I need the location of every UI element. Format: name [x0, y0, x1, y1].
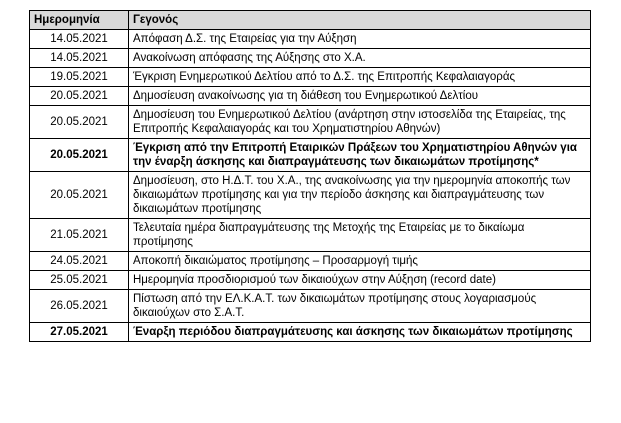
row-event: Αποκοπή δικαιώματος προτίμησης – Προσαρμογή τιμής	[129, 252, 591, 271]
row-event: Δημοσίευση ανακοίνωσης για τη διάθεση του Ενημερωτικού Δελτίου	[129, 87, 591, 106]
row-date: 19.05.2021	[30, 68, 129, 87]
row-date: 20.05.2021	[30, 172, 129, 219]
row-date: 20.05.2021	[30, 106, 129, 139]
table-row	[30, 30, 591, 49]
row-date: 14.05.2021	[30, 49, 129, 68]
row-event: Τελευταία ημέρα διαπραγμάτευσης της Μετοχής της Εταιρείας με το δικαίωμα προτίμησης	[129, 219, 591, 252]
header-event: Γεγονός	[129, 11, 591, 30]
row-date: 14.05.2021	[30, 30, 129, 49]
row-event: Έγκριση από την Επιτροπή Εταιρικών Πράξεων του Χρηματιστηρίου Αθηνών για την έναρξη άσκησης και διαπραγμάτευσης των δικαιωμάτων προτίμησης*	[129, 139, 591, 172]
table-row	[30, 139, 591, 172]
row-date: 25.05.2021	[30, 271, 129, 290]
timeline-table	[29, 10, 591, 342]
row-date: 26.05.2021	[30, 290, 129, 323]
row-date: 20.05.2021	[30, 139, 129, 172]
row-event: Έγκριση Ενημερωτικού Δελτίου από το Δ.Σ. της Επιτροπής Κεφαλαιαγοράς	[129, 68, 591, 87]
row-date: 27.05.2021	[30, 323, 129, 342]
table-row	[30, 219, 591, 252]
table-row	[30, 290, 591, 323]
table-header	[30, 11, 591, 30]
row-event: Δημοσίευση του Ενημερωτικού Δελτίου (ανάρτηση στην ιστοσελίδα της Εταιρείας, της Επιτροπής Κεφαλαιαγοράς και του Χρηματιστηρίου Αθηνών)	[129, 106, 591, 139]
row-event: Δημοσίευση, στο Η.Δ.Τ. του Χ.Α., της ανακοίνωσης για την ημερομηνία αποκοπής των δικαιωμάτων προτίμησης και για την περίοδο άσκησης και διαπραγμάτευσης των δικαιωμάτων προτίμησης	[129, 172, 591, 219]
row-event: Απόφαση Δ.Σ. της Εταιρείας για την Αύξηση	[129, 30, 591, 49]
table-body	[30, 30, 591, 342]
row-date: 20.05.2021	[30, 87, 129, 106]
timeline-table-container	[29, 10, 591, 342]
header-date: Ημερομηνία	[30, 11, 129, 30]
row-event: Ανακοίνωση απόφασης της Αύξησης στο Χ.Α.	[129, 49, 591, 68]
row-event: Έναρξη περιόδου διαπραγμάτευσης και άσκησης των δικαιωμάτων προτίμησης	[129, 323, 591, 342]
table-row	[30, 252, 591, 271]
row-event: Ημερομηνία προσδιορισμού των δικαιούχων στην Αύξηση (record date)	[129, 271, 591, 290]
table-row	[30, 106, 591, 139]
table-row	[30, 172, 591, 219]
table-row	[30, 87, 591, 106]
header-row	[30, 11, 591, 30]
row-date: 21.05.2021	[30, 219, 129, 252]
table-row	[30, 49, 591, 68]
table-row	[30, 68, 591, 87]
row-date: 24.05.2021	[30, 252, 129, 271]
row-event: Πίστωση από την ΕΛ.Κ.Α.Τ. των δικαιωμάτων προτίμησης στους λογαριασμούς δικαιούχων στο Σ.Α.Τ.	[129, 290, 591, 323]
table-row	[30, 271, 591, 290]
table-row	[30, 323, 591, 342]
